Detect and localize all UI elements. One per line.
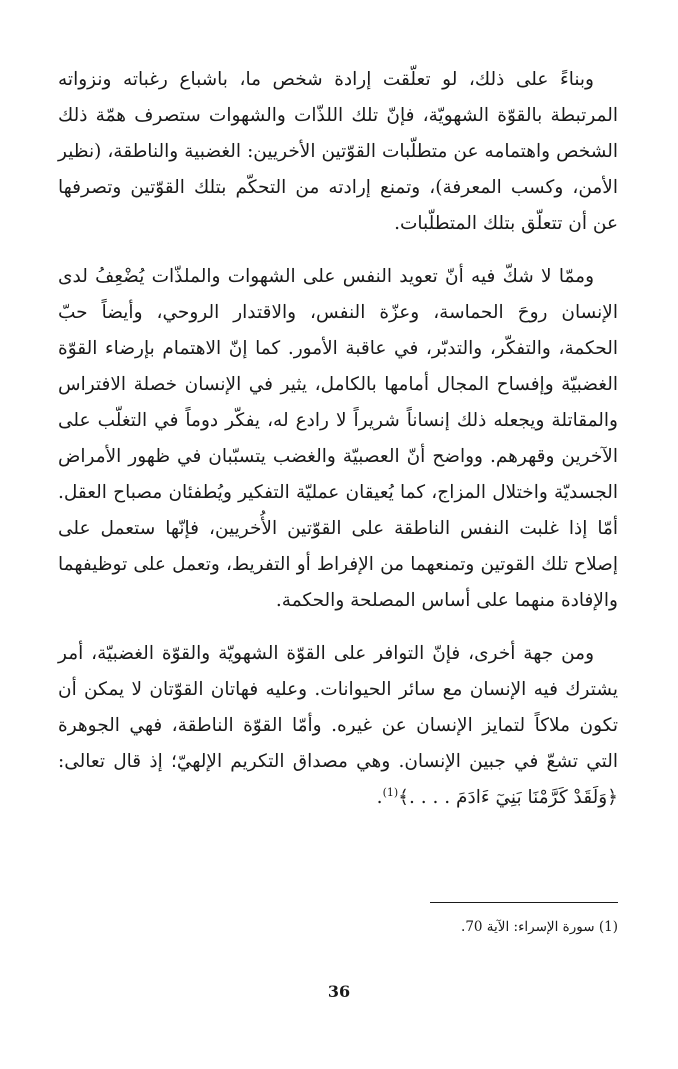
footnote-reference[interactable]: (1) xyxy=(382,785,399,799)
footnote-divider xyxy=(430,902,618,903)
page-number: 36 xyxy=(327,982,351,1001)
paragraph-1: وبناءً على ذلك، لو تعلّقت إرادة شخص ما، باشباع رغباته ونزواته المرتبطة بالقوّة الشهويّة، فإنّ تلك اللذّات والشهوات ستصرف همّة ذلك الشخص واهتمامه عن متطلّبات القوّتين الأخريين: الغضبية والناطقة، (نظير الأمن، وكسب المعرفة)، وتمنع إرادته من التحكّم بتلك القوّتين وتصرفها عن أن تتعلّق بتلك المتطلّبات. xyxy=(58,69,618,234)
paragraph-3-text: ومن جهة أخرى، فإنّ التوافر على القوّة الشهويّة والقوّة الغضبيّة، أمر يشترك فيه الإنسان مع سائر الحيوانات. وعليه فهاتان القوّتان لا يمكن أن تكون ملاكاً لتمايز الإنسان عن غيره. وأمّا القوّة الناطقة، فهي الجوهرة التي تشعّ في جبين الإنسان. وهي مصداق التكريم الإلهيّ؛ إذ قال تعالى: xyxy=(58,643,618,772)
quran-quote: ﴿وَلَقَدْ كَرَّمْنَا بَنِيٓ ءَادَمَ . . . .﴾ xyxy=(398,787,618,808)
paragraph-2: وممّا لا شكّ فيه أنّ تعويد النفس على الشهوات والملذّات يُضْعِفُ لدى الإنسان روحَ الحماسة، وعزّة النفس، والاقتدار الروحي، وأيضاً حبّ الحكمة، والتفكّر، والتدبّر، في عاقبة الأمور. كما إنّ الاهتمام بإرضاء القوّة الغضبيّة وإفساح المجال أمامها بالكامل، يثير في الإنسان خصلة الافتراس والمقاتلة ويجعله ذلك إنساناً شريراً لا رادع له، يفكّر دوماً في التغلّب على الآخرين وقهرهم. وواضح أنّ العصبيّة والغضب يتسبّبان في ظهور الأمراض الجسديّة واختلال المزاج، كما يُعيقان عمليّة التفكير ويُطفئان مصباح العقل. أمّا إذا غلبت النفس الناطقة على القوّتين الأُخريين، فإنّها ستعمل على إصلاح تلك القوتين وتمنعهما من الإفراط أو التفريط، وتعمل على توظيفهما والإفادة منهما على أساس المصلحة والحكمة. xyxy=(58,266,618,611)
footnote: (1) سورة الإسراء: الآية 70. xyxy=(461,919,618,935)
paragraph-3: ومن جهة أخرى، فإنّ التوافر على القوّة الشهويّة والقوّة الغضبيّة، أمر يشترك فيه الإنسان مع سائر الحيوانات. وعليه فهاتان القوّتان لا يمكن أن تكون ملاكاً لتمايز الإنسان عن غيره. وأمّا القوّة الناطقة، فهي الجوهرة التي تشعّ في جبين الإنسان. وهي مصداق التكريم الإلهيّ؛ إذ قال تعالى: ﴿وَلَقَدْ كَرَّمْنَا بَنِيٓ ءَادَمَ . . . .﴾$^{(1)}$. xyxy=(58,643,618,808)
